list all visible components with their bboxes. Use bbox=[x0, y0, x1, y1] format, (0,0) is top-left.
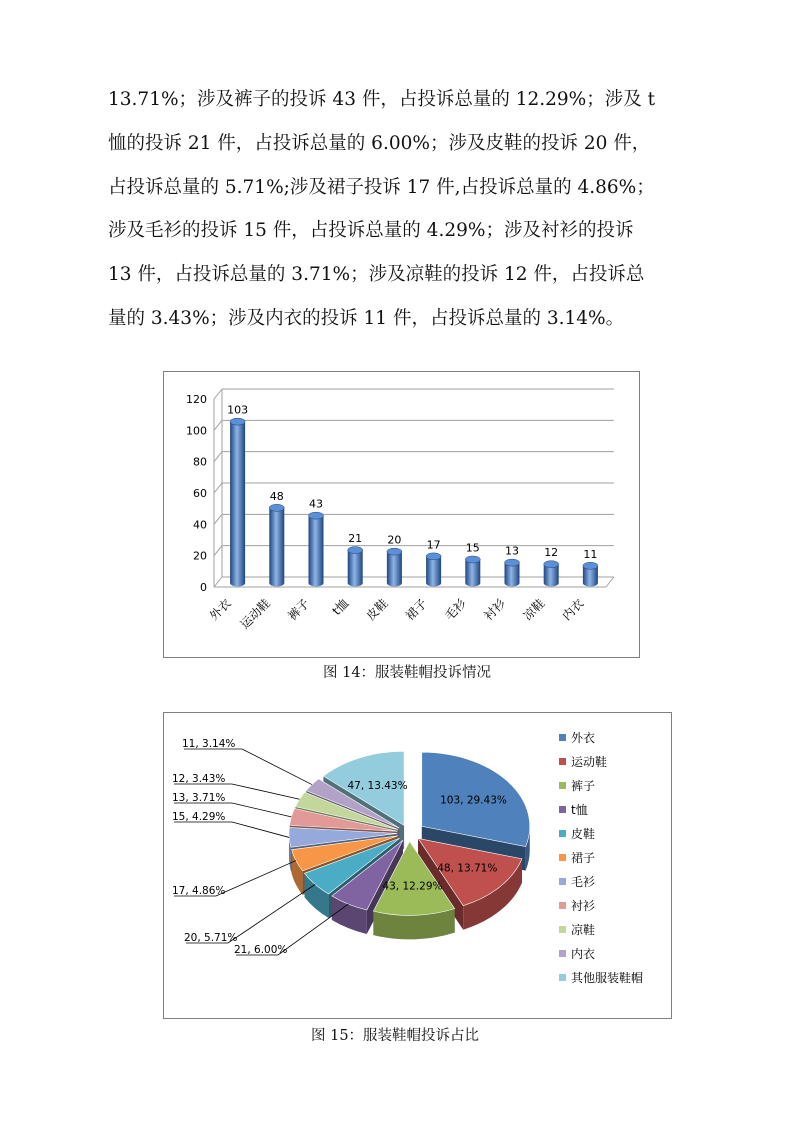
bar bbox=[309, 512, 324, 586]
bar bbox=[387, 548, 402, 586]
x-tick-label: 毛衫 bbox=[442, 596, 469, 624]
pie-data-label: 20, 5.71% bbox=[184, 932, 238, 944]
body-paragraph bbox=[108, 78, 708, 341]
y-tick-label: 0 bbox=[200, 581, 207, 594]
pie-data-label: 11, 3.14% bbox=[182, 738, 236, 750]
y-tick-label: 60 bbox=[193, 487, 207, 500]
legend-label: 裙子 bbox=[571, 851, 596, 865]
x-tick-label: 外衣 bbox=[206, 596, 234, 624]
pie-data-label: 43, 12.29% bbox=[382, 880, 443, 893]
legend-swatch bbox=[559, 902, 566, 909]
bar bbox=[269, 504, 284, 586]
x-tick-label: 衬衫 bbox=[481, 596, 509, 624]
legend-label: t恤 bbox=[571, 803, 588, 817]
data-label: 12 bbox=[544, 546, 559, 560]
bar bbox=[230, 418, 245, 586]
y-tick-label: 80 bbox=[193, 455, 207, 469]
legend-label: 衬衫 bbox=[571, 899, 596, 913]
paragraph-line: 涉及毛衫的投诉 15 件，占投诉总量的 4.29%；涉及衬衫的投诉 bbox=[108, 220, 634, 242]
floor-edge bbox=[606, 577, 614, 587]
y-tick-label: 100 bbox=[186, 424, 207, 438]
gridline-diag bbox=[214, 452, 222, 462]
pie-data-label: 47, 13.43% bbox=[347, 779, 408, 792]
legend-label: 其他服装鞋帽 bbox=[571, 971, 644, 985]
bar-body bbox=[465, 560, 480, 587]
paragraph-line: 13 件，占投诉总量的 3.71%；涉及凉鞋的投诉 12 件，占投诉总 bbox=[108, 264, 645, 286]
bar-body bbox=[387, 552, 402, 587]
data-label: 43 bbox=[309, 497, 323, 511]
legend-label: 内衣 bbox=[571, 947, 596, 961]
x-tick-label: 皮鞋 bbox=[363, 596, 391, 624]
data-label: 21 bbox=[348, 532, 363, 546]
pie-data-label: 48, 13.71% bbox=[437, 862, 498, 875]
legend-swatch bbox=[559, 878, 566, 885]
pie-chart bbox=[164, 713, 671, 1018]
legend-label: 运动鞋 bbox=[571, 755, 608, 769]
bar bbox=[544, 561, 559, 587]
gridline-diag bbox=[214, 420, 222, 430]
x-tick-label: 运动鞋 bbox=[237, 596, 273, 632]
y-tick-label: 20 bbox=[193, 549, 207, 563]
bar-top bbox=[387, 548, 402, 555]
x-tick-label: 内衣 bbox=[559, 596, 587, 624]
bar bbox=[505, 559, 520, 586]
x-tick-label: 裙子 bbox=[402, 596, 430, 624]
bar-body bbox=[269, 508, 284, 587]
pie-data-label: 12, 3.43% bbox=[172, 773, 226, 785]
data-label: 17 bbox=[426, 538, 441, 552]
bar bbox=[426, 553, 441, 587]
paragraph-line: 量的 3.43%；涉及内衣的投诉 11 件，占投诉总量的 3.14%。 bbox=[108, 307, 625, 329]
pie-data-label: 103, 29.43% bbox=[440, 794, 507, 807]
legend-swatch bbox=[559, 974, 566, 981]
bar-top bbox=[505, 559, 520, 566]
bar-top bbox=[544, 561, 559, 568]
legend-swatch bbox=[559, 782, 566, 789]
pie-data-label: 13, 3.71% bbox=[172, 792, 226, 804]
data-label: 48 bbox=[269, 489, 284, 503]
x-tick-label: 裤子 bbox=[285, 596, 313, 624]
pie-data-label: 17, 4.86% bbox=[172, 885, 226, 897]
bar-top bbox=[309, 512, 324, 519]
bar-chart-frame bbox=[163, 371, 640, 658]
legend-label: 凉鞋 bbox=[571, 923, 596, 937]
bar bbox=[583, 562, 598, 586]
bar-top bbox=[269, 504, 284, 511]
data-label: 20 bbox=[387, 533, 402, 547]
bar-body bbox=[348, 550, 363, 586]
legend-swatch bbox=[559, 926, 566, 933]
gridline-diag bbox=[214, 577, 222, 587]
legend-swatch bbox=[559, 758, 566, 765]
data-label: 15 bbox=[465, 541, 480, 555]
figure-15-caption: 图 15：服装鞋帽投诉占比 bbox=[311, 1028, 480, 1044]
y-tick-label: 120 bbox=[186, 393, 207, 406]
gridline-diag bbox=[214, 514, 222, 524]
data-label: 11 bbox=[583, 547, 598, 561]
x-tick-label: t恤 bbox=[329, 596, 352, 618]
gridline-diag bbox=[214, 389, 222, 399]
legend-label: 皮鞋 bbox=[571, 827, 596, 841]
figure-14-caption: 图 14：服装鞋帽投诉情况 bbox=[323, 665, 492, 681]
legend-label: 外衣 bbox=[571, 731, 596, 745]
legend-swatch bbox=[559, 854, 566, 861]
bar bbox=[348, 547, 363, 587]
data-label: 103 bbox=[227, 403, 249, 417]
bar bbox=[465, 556, 480, 587]
bar-body bbox=[309, 516, 324, 587]
bar-top bbox=[230, 418, 245, 425]
paragraph-line: 占投诉总量的 5.71%;涉及裙子投诉 17 件,占投诉总量的 4.86%； bbox=[108, 176, 655, 198]
leader-line bbox=[174, 822, 289, 837]
paragraph-line: 恤的投诉 21 件，占投诉总量的 6.00%；涉及皮鞋的投诉 20 件， bbox=[108, 132, 651, 154]
data-label: 13 bbox=[505, 544, 519, 558]
gridline-diag bbox=[214, 546, 222, 556]
pie-data-label: 21, 6.00% bbox=[234, 944, 288, 956]
bar-top bbox=[583, 562, 598, 569]
legend-swatch bbox=[559, 950, 566, 957]
pie-data-label: 15, 4.29% bbox=[172, 811, 226, 823]
paragraph-line: 13.71%；涉及裤子的投诉 43 件，占投诉总量的 12.29%；涉及 t bbox=[108, 89, 656, 110]
legend-label: 毛衫 bbox=[571, 875, 596, 889]
gridline-diag bbox=[214, 483, 222, 493]
legend-swatch bbox=[559, 806, 566, 813]
bar-body bbox=[426, 556, 441, 586]
bar-top bbox=[426, 553, 441, 560]
y-tick-label: 40 bbox=[193, 518, 207, 532]
bar-chart bbox=[164, 372, 639, 657]
legend-swatch bbox=[559, 734, 566, 741]
bar-body bbox=[230, 422, 245, 587]
x-tick-label: 凉鞋 bbox=[520, 596, 548, 624]
legend-swatch bbox=[559, 830, 566, 837]
pie-chart-frame bbox=[163, 712, 672, 1019]
bar-top bbox=[348, 547, 363, 554]
bar-top bbox=[465, 556, 480, 563]
legend-label: 裤子 bbox=[571, 779, 596, 793]
